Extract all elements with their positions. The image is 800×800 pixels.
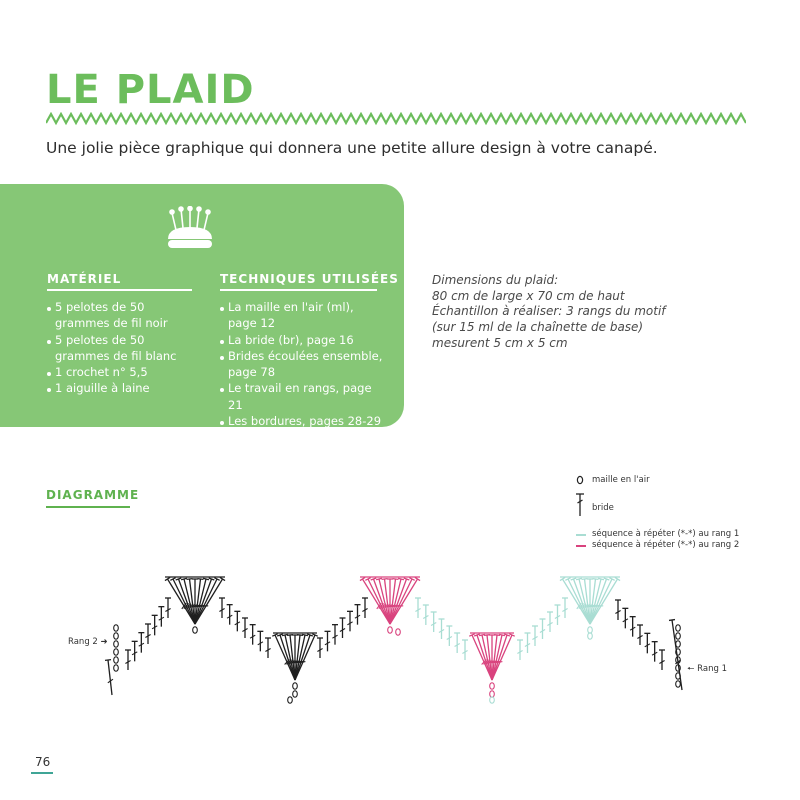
chain-stitch xyxy=(490,683,495,689)
arrow-right-icon: ➜ xyxy=(100,637,108,647)
treble-stitch xyxy=(285,635,295,680)
diagram-heading-rule xyxy=(46,506,130,508)
crochet-diagram xyxy=(0,560,800,710)
treble-top xyxy=(203,578,209,579)
techniques-heading: TECHNIQUES UTILISÉES xyxy=(220,272,399,286)
page-title: LE PLAID xyxy=(46,67,255,113)
treble-top xyxy=(376,578,382,579)
rang-1-text: Rang 1 xyxy=(697,664,727,674)
legend-row1-label: séquence à répéter (*-*) au rang 1 xyxy=(592,529,740,539)
chain-stitch xyxy=(588,633,593,639)
materiel-list xyxy=(47,299,197,397)
page-number: 76 xyxy=(35,755,51,769)
chain-stitch xyxy=(490,697,495,703)
treble-stitch xyxy=(195,579,206,624)
chain-stitch xyxy=(396,629,401,635)
treble-top xyxy=(105,660,111,661)
pin-cushion-icon xyxy=(162,206,218,252)
arrow-left-icon: 🠔 xyxy=(687,664,695,674)
treble-top xyxy=(198,579,204,580)
treble-stitch xyxy=(579,579,590,624)
treble-top xyxy=(181,578,187,579)
treble-stitch-icon xyxy=(573,492,587,518)
treble-stitch xyxy=(390,579,401,624)
chain-stitch xyxy=(114,625,119,631)
list-item: La bride (br), page 16 xyxy=(220,332,385,348)
treble-top xyxy=(593,579,599,580)
dimensions-line: Échantillon à réaliser: 3 rangs du motif xyxy=(432,304,666,319)
rang-2-text: Rang 2 xyxy=(68,637,98,647)
list-item: Brides écoulées ensemble, page 78 xyxy=(220,348,385,381)
materiel-heading: MATÉRIEL xyxy=(47,272,122,286)
chain-stitch xyxy=(114,665,119,671)
treble-top xyxy=(393,579,399,580)
techniques-rule xyxy=(220,289,377,291)
chain-stitch-icon xyxy=(574,474,586,486)
treble-stitch xyxy=(295,635,305,680)
legend-chain-label: maille en l'air xyxy=(592,475,650,485)
list-item: 1 crochet n° 5,5 xyxy=(47,364,197,380)
chain-stitch xyxy=(293,691,298,697)
list-item: Le travail en rangs, page 21 xyxy=(220,380,385,413)
treble-top xyxy=(582,579,588,580)
legend-treble-label: bride xyxy=(592,503,614,513)
chain-stitch xyxy=(288,697,293,703)
list-item: 5 pelotes de 50 grammes de fil noir xyxy=(47,299,197,332)
chain-stitch xyxy=(676,633,681,639)
treble-stitch xyxy=(590,579,601,624)
chain-stitch xyxy=(114,657,119,663)
dimensions-text xyxy=(432,273,666,352)
treble-top xyxy=(474,634,480,636)
treble-top xyxy=(598,578,604,579)
zigzag-divider xyxy=(46,112,746,126)
chain-stitch xyxy=(193,627,198,633)
chain-stitch xyxy=(588,627,593,633)
legend-row2-label: séquence à répéter (*-*) au rang 2 xyxy=(592,540,740,550)
legend-row1-swatch xyxy=(576,534,586,536)
dimensions-line: (sur 15 ml de la chaînette de base) xyxy=(432,320,644,335)
chain-stitch xyxy=(676,681,681,687)
treble-stitch xyxy=(492,635,502,680)
chain-stitch xyxy=(114,649,119,655)
treble-stitch xyxy=(379,579,390,624)
treble-stitch xyxy=(482,635,492,680)
list-item: 5 pelotes de 50 grammes de fil blanc xyxy=(47,332,197,365)
techniques-list xyxy=(220,299,385,429)
diagram-heading: DIAGRAMME xyxy=(46,488,140,502)
chain-stitch xyxy=(490,691,495,697)
chain-stitch xyxy=(293,683,298,689)
materiel-rule xyxy=(47,289,192,291)
treble-top xyxy=(187,579,193,580)
treble-top xyxy=(382,579,388,580)
chain-stitch xyxy=(114,633,119,639)
chain-stitch xyxy=(114,641,119,647)
list-item: La maille en l'air (ml), page 12 xyxy=(220,299,385,332)
dimensions-line: mesurent 5 cm x 5 cm xyxy=(432,335,568,350)
treble-top xyxy=(576,578,582,579)
treble-stitch xyxy=(108,660,112,695)
treble-top xyxy=(307,634,313,636)
rang-2-label xyxy=(68,637,108,647)
treble-top xyxy=(277,634,283,636)
page-subtitle: Une jolie pièce graphique qui donnera une petite allure design à votre canapé. xyxy=(46,139,658,157)
treble-top xyxy=(669,620,675,621)
list-item: Les bordures, pages 28-29 xyxy=(220,413,385,429)
legend-row2-swatch xyxy=(576,545,586,547)
dimensions-line: Dimensions du plaid: xyxy=(432,273,559,287)
chain-stitch xyxy=(388,627,393,633)
rang-1-label xyxy=(687,664,727,674)
chain-stitch xyxy=(676,625,681,631)
dimensions-line: 80 cm de large x 70 cm de haut xyxy=(432,288,625,303)
treble-stitch xyxy=(184,579,195,624)
page-number-rule xyxy=(31,772,53,774)
treble-top xyxy=(398,578,404,579)
treble-top xyxy=(504,634,510,636)
list-item: 1 aiguille à laine xyxy=(47,380,197,396)
